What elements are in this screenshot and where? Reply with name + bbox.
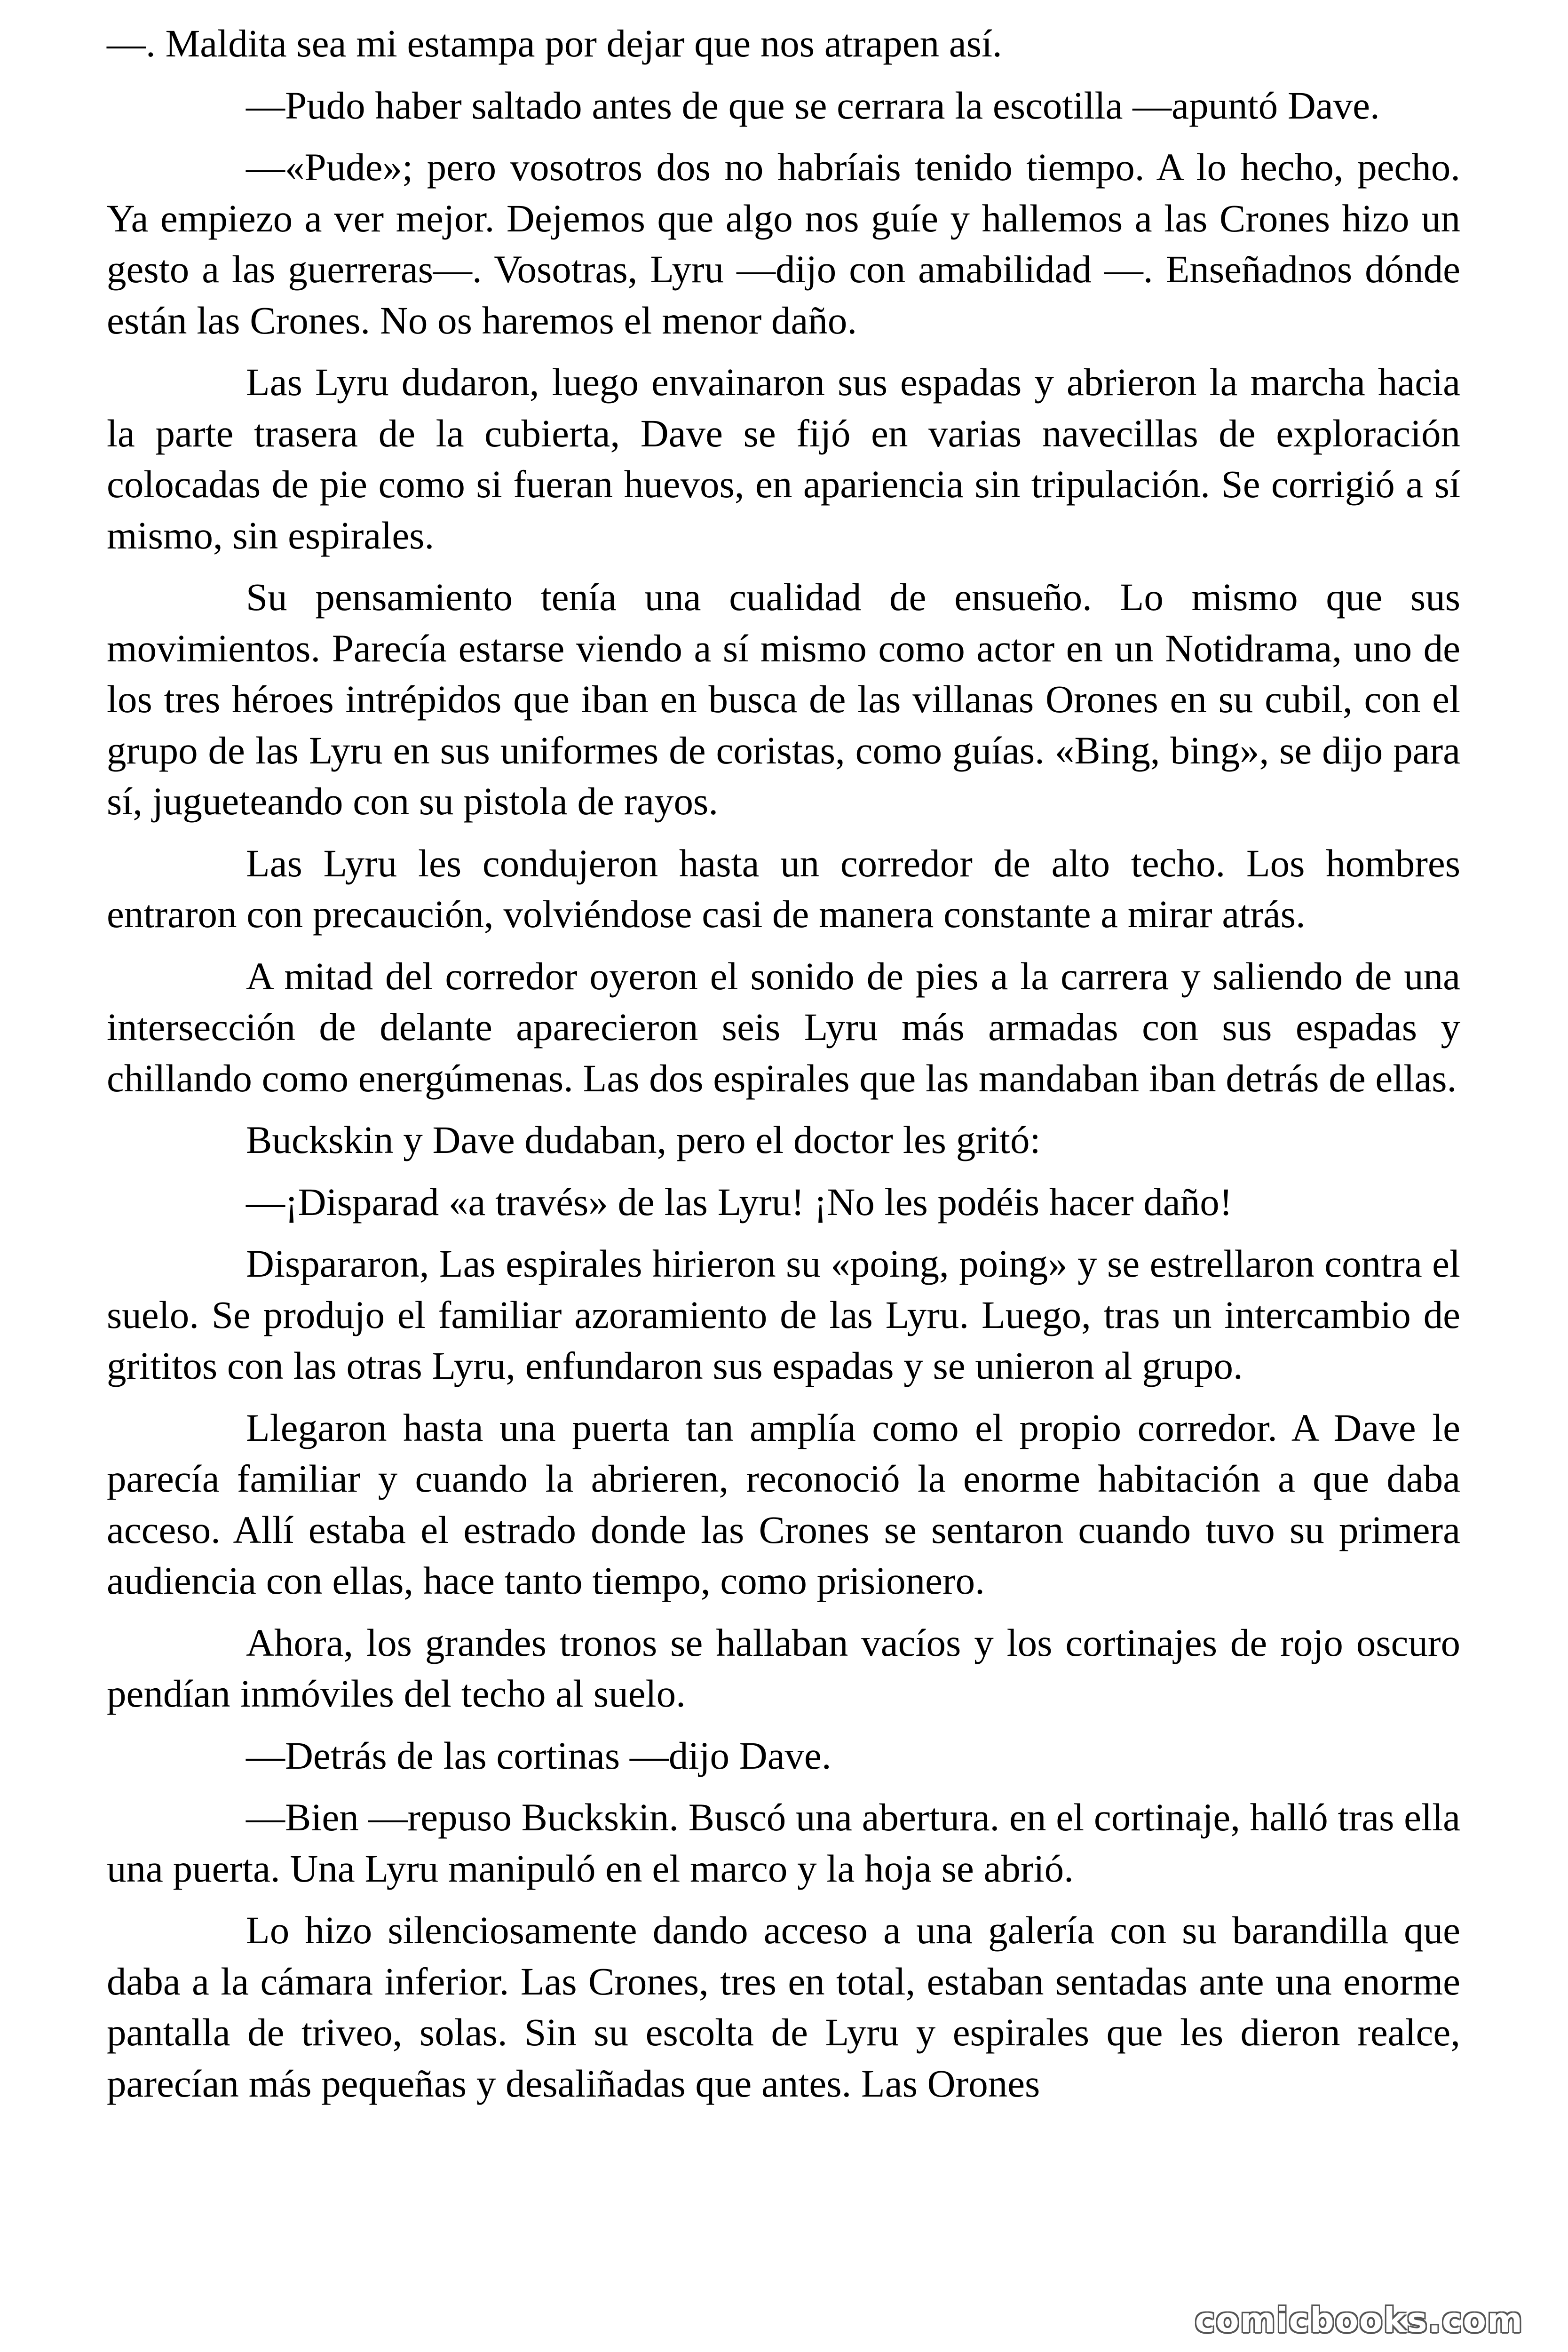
paragraph-4: Las Lyru dudaron, luego envainaron sus espadas y abrieron la marcha hacia la parte trasera de la cubierta, Dave se fijó en varias navecillas de exploración colocadas de pie como si fueran huevos, en apariencia sin tripulación. Se corrigió a sí mismo, sin espirales. xyxy=(107,360,1460,557)
paragraph-6: Las Lyru les condujeron hasta un corredor de alto techo. Los hombres entraron con precaución, volviéndose casi de manera constante a mirar atrás. xyxy=(107,841,1460,936)
book-page-text xyxy=(107,18,1460,2120)
paragraph-1: —. Maldita sea mi estampa por dejar que nos atrapen así. xyxy=(107,22,1002,65)
paragraph-11: Llegaron hasta una puerta tan amplía como el propio corredor. A Dave le parecía familiar y cuando la abrieren, reconoció la enorme habitación a que daba acceso. Allí estaba el estrado donde las Crones se sentaron cuando tuvo su primera audiencia con ellas, hace tanto tiempo, como prisionero. xyxy=(107,1406,1460,1602)
paragraph-12: Ahora, los grandes tronos se hallaban vacíos y los cortinajes de rojo oscuro pendían inmóviles del techo al suelo. xyxy=(107,1621,1460,1715)
paragraph-3: —«Pude»; pero vosotros dos no habríais tenido tiempo. A lo hecho, pecho. Ya empiezo a ver mejor. Dejemos que algo nos guíe y hallemos a las Crones hizo un gesto a las guerreras—. Vosotras, Lyru —dijo con amabilidad —. Enseñadnos dónde están las Crones. No os haremos el menor daño. xyxy=(107,145,1460,342)
paragraph-14: —Bien —repuso Buckskin. Buscó una abertura. en el cortinaje, halló tras ella una puerta. Una Lyru manipuló en el marco y la hoja se abrió. xyxy=(107,1796,1460,1890)
site-watermark: comicbooks.com xyxy=(1195,2300,1523,2340)
paragraph-13: —Detrás de las cortinas —dijo Dave. xyxy=(246,1733,832,1777)
paragraph-8: Buckskin y Dave dudaban, pero el doctor les gritó: xyxy=(246,1118,1041,1161)
paragraph-7: A mitad del corredor oyeron el sonido de pies a la carrera y saliendo de una intersección de delante aparecieron seis Lyru más armadas con sus espadas y chillando como energúmenas. Las dos espirales que las mandaban iban detrás de ellas. xyxy=(107,954,1460,1100)
paragraph-5: Su pensamiento tenía una cualidad de ensueño. Lo mismo que sus movimientos. Parecía estarse viendo a sí mismo como actor en un Notidrama, uno de los tres héroes intrépidos que iban en busca de las villanas Orones en su cubil, con el grupo de las Lyru en sus uniformes de coristas, como guías. «Bing, bing», se dijo para sí, jugueteando con su pistola de rayos. xyxy=(107,575,1460,823)
paragraph-2: —Pudo haber saltado antes de que se cerrara la escotilla —apuntó Dave. xyxy=(246,83,1380,127)
paragraph-9: —¡Disparad «a través» de las Lyru! ¡No les podéis hacer daño! xyxy=(246,1180,1233,1224)
paragraph-15: Lo hizo silenciosamente dando acceso a una galería con su barandilla que daba a la cámara inferior. Las Crones, tres en total, estaban sentadas ante una enorme pantalla de triveo, solas. Sin su escolta de Lyru y espirales que les dieron realce, parecían más pequeñas y desaliñadas que antes. Las Orones xyxy=(107,1908,1460,2105)
paragraph-10: Dispararon, Las espirales hirieron su «poing, poing» y se estrellaron contra el suelo. Se produjo el familiar azoramiento de las Lyru. Luego, tras un intercambio de grititos con las otras Lyru, enfundaron sus espadas y se unieron al grupo. xyxy=(107,1242,1460,1387)
